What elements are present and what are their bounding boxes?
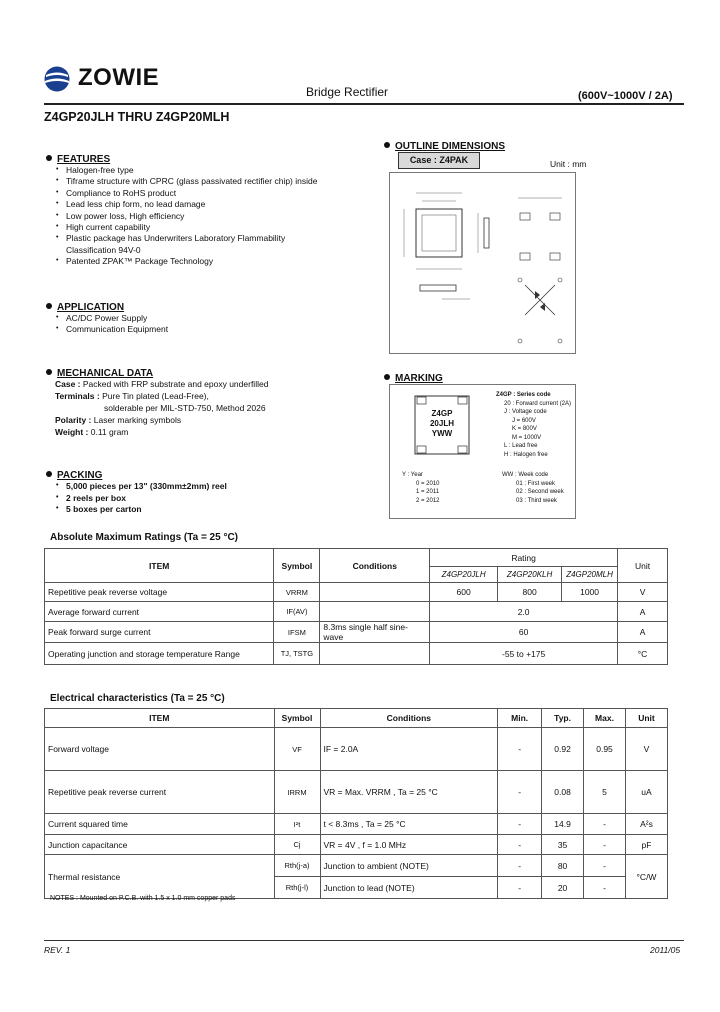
- col-part: Z4GP20JLH: [430, 567, 498, 583]
- col-symbol: Symbol: [274, 709, 320, 728]
- application-list: [56, 313, 168, 336]
- col-symbol: Symbol: [274, 549, 320, 583]
- table-row: Repetitive peak reverse voltage VRRM 600 800 1000 V: [45, 583, 668, 602]
- col-max: Max.: [584, 709, 626, 728]
- part-title: Z4GP20JLH THRU Z4GP20MLH: [44, 110, 230, 124]
- list-item: • 2 reels per box: [56, 493, 227, 505]
- notes: NOTES : Mounted on P.C.B. with 1.5 x 1.0 mm copper pads: [50, 895, 236, 902]
- table-row: Thermal resistance Rth(j-a) Junction to ambient (NOTE) - 80 - °C/W: [45, 855, 668, 877]
- abs-max-table: [44, 548, 668, 665]
- rating-range: (600V~1000V / 2A): [578, 90, 673, 102]
- header-rule: [44, 103, 684, 105]
- col-conditions: Conditions: [320, 549, 430, 583]
- list-item: • Tiframe structure with CPRC (glass passivated rectifier chip) inside: [56, 176, 317, 187]
- application-heading: APPLICATION: [46, 297, 124, 315]
- col-conditions: Conditions: [320, 709, 498, 728]
- list-item: • AC/DC Power Supply: [56, 313, 168, 324]
- col-item: ITEM: [45, 549, 274, 583]
- mechanical-heading: MECHANICAL DATA: [46, 363, 153, 381]
- list-item: • Low power loss, High efficiency: [56, 211, 317, 222]
- bullet-icon: [46, 471, 52, 477]
- case-label: Case : Z4PAK: [398, 152, 480, 169]
- list-item: • High current capability: [56, 222, 317, 233]
- bullet-icon: [46, 155, 52, 161]
- features-heading: FEATURES: [46, 149, 110, 167]
- year-legend: Y : Year 0 = 2010 1 = 2011 2 = 2012: [402, 472, 440, 504]
- table-row: Average forward current IF(AV) 2.0 A: [45, 602, 668, 622]
- table-row: Peak forward surge current IFSM 8.3ms single half sine-wave 60 A: [45, 622, 668, 643]
- elec-title: Electrical characteristics (Ta = 25 °C): [50, 693, 225, 704]
- document-type: Bridge Rectifier: [306, 85, 389, 99]
- bullet-icon: [384, 374, 390, 380]
- bullet-icon: [46, 369, 52, 375]
- list-item: • 5,000 pieces per 13" (330mm±2mm) reel: [56, 481, 227, 493]
- list-item: • Plastic package has Underwriters Laboratory Flammability: [56, 233, 317, 244]
- col-rating: Rating: [430, 549, 618, 567]
- abs-max-title: Absolute Maximum Ratings (Ta = 25 °C): [50, 532, 239, 543]
- elec-table: [44, 708, 668, 899]
- marking-heading: MARKING: [384, 368, 443, 386]
- table-row: Rth(j-l) Junction to lead (NOTE) - 20 -: [45, 877, 668, 899]
- table-row: Operating junction and storage temperature Range TJ, TSTG -55 to +175 °C: [45, 643, 668, 665]
- col-unit: Unit: [618, 549, 668, 583]
- features-list: [56, 165, 317, 268]
- list-item: • Compliance to RoHS product: [56, 188, 317, 199]
- outline-drawing: [389, 172, 576, 354]
- footer-rule: [44, 940, 684, 941]
- list-item: Classification 94V-0: [66, 244, 141, 255]
- revision-date: 2011/05: [650, 945, 681, 955]
- list-item: • Patented ZPAK™ Package Technology: [56, 256, 317, 267]
- marking-legend: Z4GP : Series code 20 : Forward current (2A) J : Voltage code J = 600V K = 800V M = 1000V L : Lead free H : Halogen free: [496, 392, 572, 458]
- list-item: • Halogen-free type: [56, 165, 317, 176]
- table-row: Forward voltage VF IF = 2.0A - 0.92 0.95 V: [45, 728, 668, 771]
- mechanical-data: Case : Packed with FRP substrate and epoxy underfilled Terminals : Pure Tin plated (Lead-Free), solderable per MIL-STD-750, Method 2026 Polarity : Laser marking symbols Weight : 0.11 gram: [55, 379, 269, 437]
- packing-list: [56, 481, 227, 516]
- col-min: Min.: [498, 709, 542, 728]
- zowie-logo-icon: [44, 66, 70, 92]
- col-part: Z4GP20KLH: [498, 567, 562, 583]
- brand-name: ZOWIE: [78, 64, 160, 91]
- bullet-icon: [384, 142, 390, 148]
- list-item: • 5 boxes per carton: [56, 504, 227, 516]
- week-legend: WW : Week code 01 : First week 02 : Second week 03 : Third week: [502, 472, 564, 504]
- col-typ: Typ.: [542, 709, 584, 728]
- table-row: Junction capacitance Cj VR = 4V , f = 1.0 MHz - 35 - pF: [45, 835, 668, 855]
- revision: REV. 1: [44, 945, 71, 955]
- table-row: Current squared time I²t t < 8.3ms , Ta = 25 °C - 14.9 - A²s: [45, 814, 668, 835]
- marking-box: [389, 384, 576, 519]
- col-part: Z4GP20MLH: [562, 567, 618, 583]
- list-item: • Communication Equipment: [56, 324, 168, 335]
- outline-heading: OUTLINE DIMENSIONS: [384, 136, 505, 154]
- list-item: • Lead less chip form, no lead damage: [56, 199, 317, 210]
- packing-heading: PACKING: [46, 465, 102, 483]
- bullet-icon: [46, 303, 52, 309]
- table-row: Repetitive peak reverse current IRRM VR = Max. VRRM , Ta = 25 °C - 0.08 5 uA: [45, 771, 668, 814]
- col-item: ITEM: [45, 709, 275, 728]
- chip-marking: Z4GP 20JLH YWW: [429, 409, 454, 438]
- col-unit: Unit: [625, 709, 667, 728]
- unit-label: Unit : mm: [550, 159, 587, 169]
